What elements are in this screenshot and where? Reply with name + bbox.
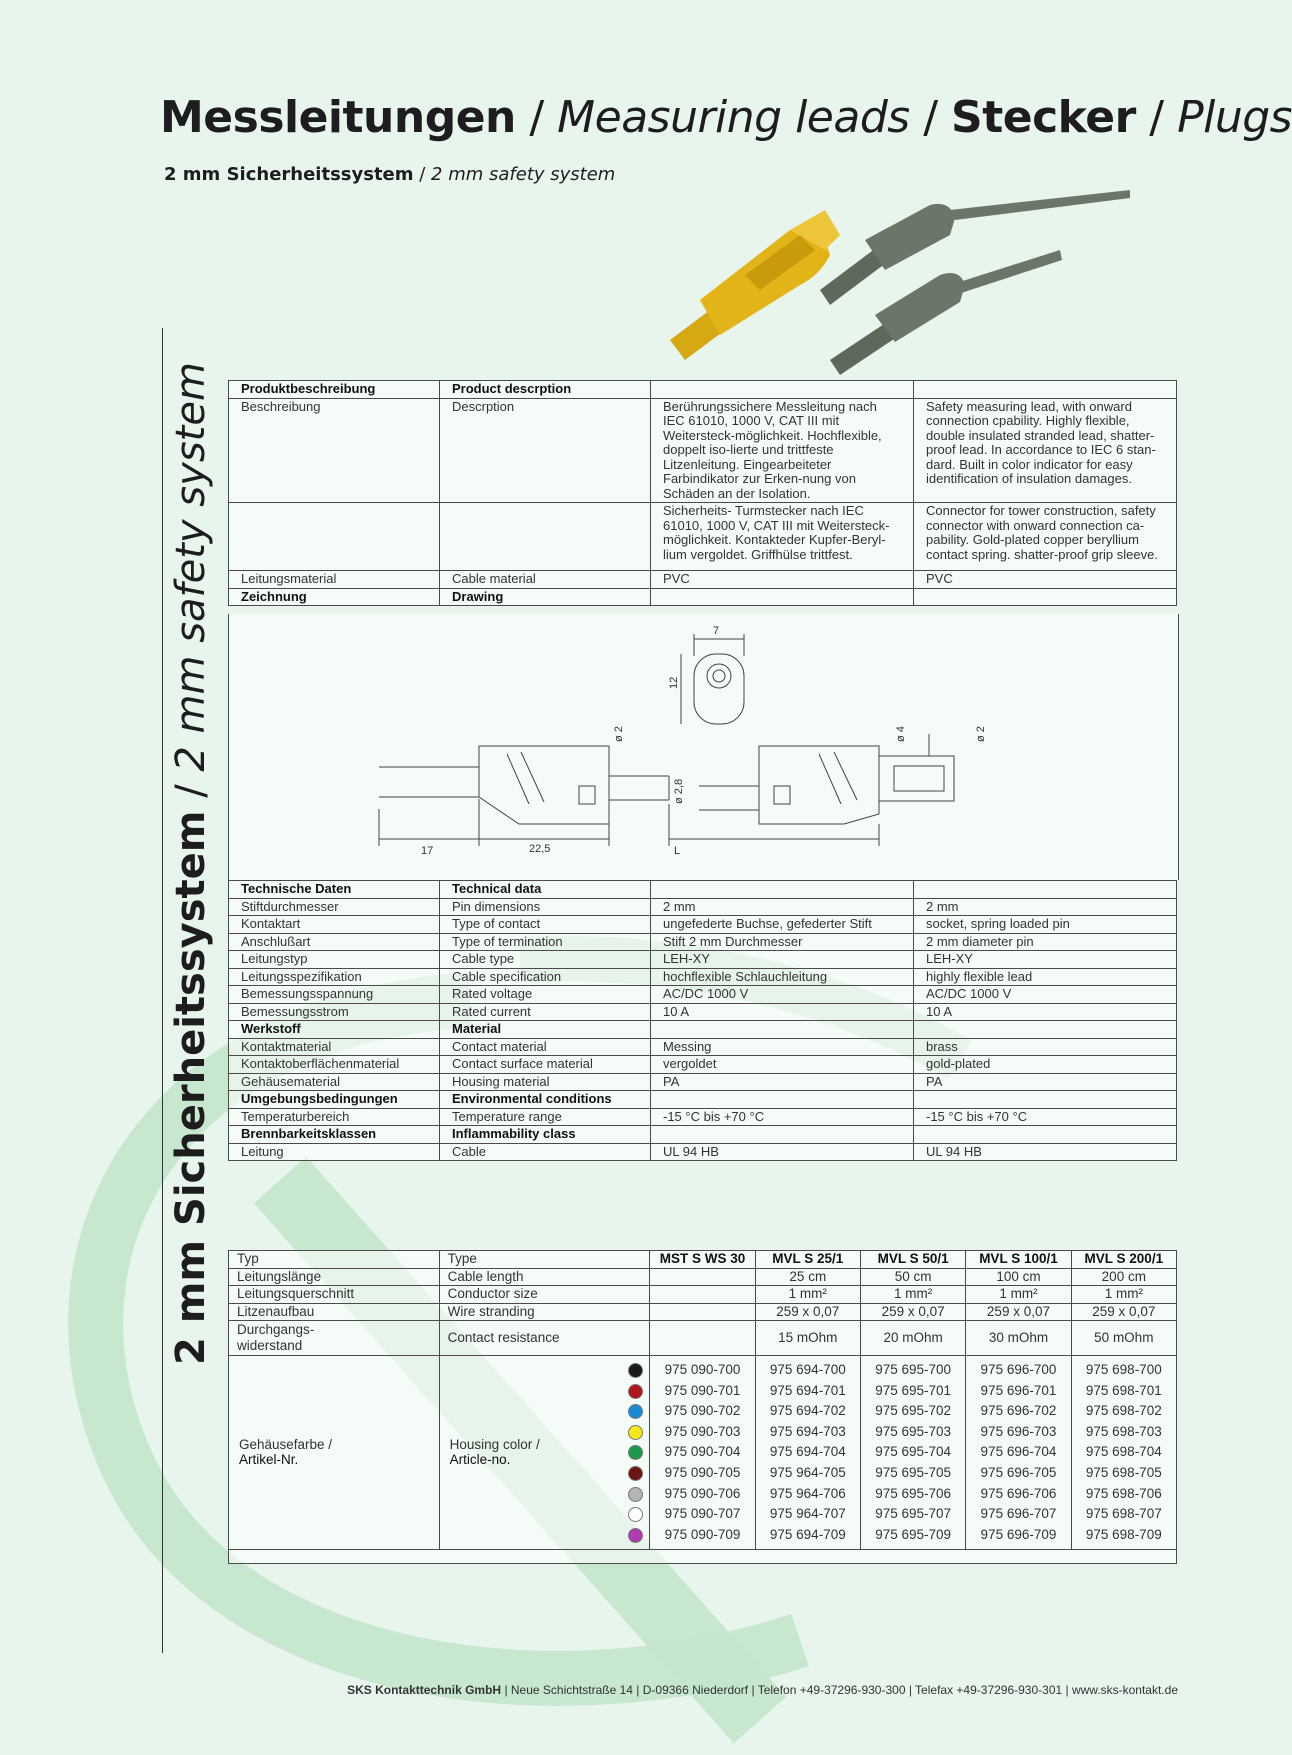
- value-cell: 2 mm: [914, 898, 1177, 916]
- label-cell: Contact material: [440, 1038, 651, 1056]
- table-row: [229, 881, 1177, 899]
- label-cell: Kontaktmaterial: [229, 1038, 440, 1056]
- label-cell: Cable material: [440, 571, 651, 589]
- article-number: 975 090-706: [664, 1485, 741, 1501]
- value-cell: -15 °C bis +70 °C: [651, 1108, 914, 1126]
- value-cell: [650, 1321, 755, 1356]
- technical-data-table: [228, 880, 1177, 1161]
- value-cell: 259 x 0,07: [755, 1303, 860, 1321]
- value-cell: 30 mOhm: [966, 1321, 1071, 1356]
- table-row: [229, 1073, 1177, 1091]
- value-cell: 20 mOhm: [860, 1321, 965, 1356]
- color-dot: [628, 1404, 643, 1419]
- article-number: 975 090-709: [664, 1526, 741, 1542]
- color-dot: [628, 1384, 643, 1399]
- dim-L: L: [674, 845, 681, 857]
- label-cell: Anschlußart: [229, 933, 440, 951]
- color-label-en: Housing color /: [449, 1437, 540, 1453]
- label-cell: Technical data: [440, 881, 651, 899]
- value-cell: Safety measuring lead, with onward connection cpability. Highly flexible, double insulated stranded lead, shatter-proof lead. In accordance to IEC 6 stan-dard. Built in color indicator for easy identification of insulation damages.: [914, 398, 1177, 503]
- value-cell: 50 mOhm: [1071, 1321, 1176, 1356]
- model-header: MVL S 200/1: [1071, 1251, 1176, 1269]
- table-row: [229, 1550, 1177, 1564]
- grey-plug-image: [820, 190, 1130, 375]
- label-cell: Type of contact: [440, 916, 651, 934]
- value-cell: LEH-XY: [651, 951, 914, 969]
- value-cell: 200 cm: [1071, 1268, 1176, 1286]
- table-row: [229, 1056, 1177, 1074]
- dim-socket-2: ø 2: [975, 726, 987, 742]
- article-table: [228, 1250, 1177, 1564]
- value-cell: 25 cm: [755, 1268, 860, 1286]
- value-cell: [914, 1091, 1177, 1109]
- empty-cell: [651, 588, 914, 606]
- value-cell: [651, 1126, 914, 1144]
- dim-2-8: ø 2,8: [673, 778, 685, 804]
- label-cell: Leitungsquerschnitt: [229, 1286, 440, 1304]
- article-number: 975 090-703: [664, 1423, 741, 1439]
- value-cell: 50 cm: [860, 1268, 965, 1286]
- label-cell: Inflammability class: [440, 1126, 651, 1144]
- value-cell: Sicherheits- Turmstecker nach IEC 61010, 1000 V, CAT III mit Weitersteck-möglichkeit. Kontakteder Kupfer-Beryl-lium vergoldet. Griffhülse trittfest.: [651, 503, 914, 571]
- label-cell: Material: [440, 1021, 651, 1039]
- label-cell: Rated current: [440, 1003, 651, 1021]
- table-row: [229, 503, 1177, 571]
- value-cell: 2 mm diameter pin: [914, 933, 1177, 951]
- article-column: [1071, 1356, 1176, 1550]
- value-cell: [651, 1091, 914, 1109]
- value-cell: 100 cm: [966, 1268, 1071, 1286]
- article-number: 975 696-709: [980, 1526, 1057, 1542]
- value-cell: PVC: [914, 571, 1177, 589]
- article-number: 975 695-706: [875, 1485, 952, 1501]
- table-row: [229, 1091, 1177, 1109]
- label-cell: Umgebungsbedingungen: [229, 1091, 440, 1109]
- table-row: [229, 898, 1177, 916]
- label-cell: Durchgangs- widerstand: [229, 1321, 440, 1356]
- table-row: [229, 1003, 1177, 1021]
- article-number: 975 964-705: [769, 1464, 846, 1480]
- value-cell: [650, 1303, 755, 1321]
- article-number: 975 698-705: [1085, 1464, 1162, 1480]
- value-cell: 259 x 0,07: [860, 1303, 965, 1321]
- dim-7: 7: [713, 625, 720, 637]
- label-cell: [439, 1356, 650, 1550]
- color-swatches: [628, 1360, 643, 1545]
- table-row: [229, 951, 1177, 969]
- value-cell: LEH-XY: [914, 951, 1177, 969]
- empty-cell: [229, 1550, 1177, 1564]
- label-cell: Cable type: [440, 951, 651, 969]
- technical-drawing: [228, 614, 1179, 880]
- footer-company: SKS Kontakttechnik GmbH: [347, 1683, 502, 1697]
- label-cell: [229, 1356, 440, 1550]
- dim-4: ø 4: [895, 726, 907, 742]
- header-cell: Drawing: [440, 588, 651, 606]
- value-cell: PVC: [651, 571, 914, 589]
- model-header: MVL S 50/1: [860, 1251, 965, 1269]
- article-label-de: Artikel-Nr.: [239, 1451, 299, 1467]
- value-cell: gold-plated: [914, 1056, 1177, 1074]
- label-cell: Gehäusematerial: [229, 1073, 440, 1091]
- value-cell: 1 mm²: [1071, 1286, 1176, 1304]
- article-number: 975 695-701: [875, 1382, 952, 1398]
- label-cell: Temperaturbereich: [229, 1108, 440, 1126]
- footer-address: | Neue Schichtstraße 14 | D-09366 Niederdorf | Telefon +49-37296-930-300 | Telefax +49-37296-930-301 | www.sks-kontakt.de: [501, 1683, 1178, 1697]
- label-cell: Leitungslänge: [229, 1268, 440, 1286]
- value-cell: 15 mOhm: [755, 1321, 860, 1356]
- empty-cell: [914, 588, 1177, 606]
- article-number: 975 696-703: [980, 1423, 1057, 1439]
- value-cell: 10 A: [651, 1003, 914, 1021]
- label-cell: Type: [439, 1251, 650, 1269]
- article-number: 975 698-703: [1085, 1423, 1162, 1439]
- article-number: 975 694-700: [769, 1362, 846, 1377]
- article-number: 975 695-709: [875, 1526, 952, 1542]
- article-number: 975 964-706: [769, 1485, 846, 1501]
- article-number: 975 694-704: [769, 1444, 846, 1460]
- article-number: 975 695-700: [875, 1362, 952, 1377]
- side-divider: [162, 328, 163, 1653]
- label-cell: Werkstoff: [229, 1021, 440, 1039]
- table-row: [229, 1126, 1177, 1144]
- header-cell: Produktbeschreibung: [229, 381, 440, 399]
- table-row: [229, 1021, 1177, 1039]
- article-number: 975 696-707: [980, 1506, 1057, 1522]
- article-number: 975 694-709: [769, 1526, 846, 1542]
- label-cell: Beschreibung: [229, 398, 440, 503]
- label-cell: Pin dimensions: [440, 898, 651, 916]
- yellow-plug-image: [670, 210, 840, 360]
- article-column: [860, 1356, 965, 1550]
- value-cell: Connector for tower construction, safety connector with onward connection ca-pability. Gold-plated copper beryllium contact spring. shatter-proof grip sleeve.: [914, 503, 1177, 571]
- value-cell: Messing: [651, 1038, 914, 1056]
- label-cell: Leitungsmaterial: [229, 571, 440, 589]
- article-number: 975 696-705: [980, 1464, 1057, 1480]
- value-cell: [914, 881, 1177, 899]
- table-row: [229, 1038, 1177, 1056]
- article-number: 975 696-701: [980, 1382, 1057, 1398]
- article-number: 975 694-701: [769, 1382, 846, 1398]
- label-cell: Leitung: [229, 1143, 440, 1161]
- label-cell: Wire stranding: [439, 1303, 650, 1321]
- label-cell: Contact surface material: [440, 1056, 651, 1074]
- value-cell: socket, spring loaded pin: [914, 916, 1177, 934]
- value-cell: highly flexible lead: [914, 968, 1177, 986]
- empty-cell: [440, 503, 651, 571]
- empty-cell: [651, 381, 914, 399]
- color-dot: [628, 1487, 643, 1502]
- article-number: 975 698-704: [1085, 1444, 1162, 1460]
- article-number: 975 698-701: [1085, 1382, 1162, 1398]
- article-number: 975 695-703: [875, 1423, 952, 1439]
- value-cell: 1 mm²: [860, 1286, 965, 1304]
- side-label: 2 mm Sicherheitssystem / 2 mm safety system: [168, 362, 214, 1365]
- description-table: [228, 380, 1177, 606]
- value-cell: Stift 2 mm Durchmesser: [651, 933, 914, 951]
- value-cell: 1 mm²: [966, 1286, 1071, 1304]
- value-cell: [650, 1268, 755, 1286]
- model-header: MVL S 100/1: [966, 1251, 1071, 1269]
- article-column: [755, 1356, 860, 1550]
- article-number: 975 695-702: [875, 1403, 952, 1419]
- value-cell: hochflexible Schlauchleitung: [651, 968, 914, 986]
- article-number: 975 694-703: [769, 1423, 846, 1439]
- model-header: MST S WS 30: [650, 1251, 755, 1269]
- table-row: [229, 1108, 1177, 1126]
- label-cell: Contact resistance: [439, 1321, 650, 1356]
- value-cell: vergoldet: [651, 1056, 914, 1074]
- table-row: [229, 1356, 1177, 1550]
- label-cell: Technische Daten: [229, 881, 440, 899]
- label-cell: Kontaktoberflächenmaterial: [229, 1056, 440, 1074]
- article-number: 975 698-700: [1085, 1362, 1162, 1377]
- label-cell: Bemessungsstrom: [229, 1003, 440, 1021]
- article-number: 975 695-704: [875, 1444, 952, 1460]
- empty-cell: [229, 503, 440, 571]
- dim-12: 12: [668, 676, 680, 689]
- table-row: [229, 1251, 1177, 1269]
- label-cell: Leitungsspezifikation: [229, 968, 440, 986]
- dim-17: 17: [421, 845, 434, 857]
- value-cell: 1 mm²: [755, 1286, 860, 1304]
- label-cell: Kontaktart: [229, 916, 440, 934]
- dim-22-5: 22,5: [529, 843, 551, 855]
- label-cell: Descrption: [440, 398, 651, 503]
- table-row: [229, 986, 1177, 1004]
- table-row: [229, 968, 1177, 986]
- label-cell: Cable length: [439, 1268, 650, 1286]
- article-number: 975 696-706: [980, 1485, 1057, 1501]
- empty-cell: [914, 381, 1177, 399]
- value-cell: [914, 1021, 1177, 1039]
- article-column: [650, 1356, 755, 1550]
- page-title: Messleitungen / Measuring leads / Stecker / Plugs: [160, 92, 1292, 143]
- value-cell: 10 A: [914, 1003, 1177, 1021]
- table-row: [229, 1268, 1177, 1286]
- value-cell: [651, 881, 914, 899]
- label-cell: Temperature range: [440, 1108, 651, 1126]
- article-number: 975 090-701: [664, 1382, 741, 1398]
- article-number: 975 698-702: [1085, 1403, 1162, 1419]
- label-cell: Conductor size: [439, 1286, 650, 1304]
- article-number: 975 695-705: [875, 1464, 952, 1480]
- label-cell: Cable specification: [440, 968, 651, 986]
- value-cell: [650, 1286, 755, 1304]
- color-dot: [628, 1466, 643, 1481]
- table-row: [229, 398, 1177, 503]
- article-number: 975 090-700: [664, 1362, 741, 1377]
- article-number: 975 090-702: [664, 1403, 741, 1419]
- header-cell: Product descrption: [440, 381, 651, 399]
- value-cell: [914, 1126, 1177, 1144]
- value-cell: ungefederte Buchse, gefederter Stift: [651, 916, 914, 934]
- value-cell: PA: [914, 1073, 1177, 1091]
- article-label-en: Article-no.: [449, 1451, 511, 1467]
- value-cell: AC/DC 1000 V: [914, 986, 1177, 1004]
- table-row: [229, 916, 1177, 934]
- value-cell: 2 mm: [651, 898, 914, 916]
- value-cell: brass: [914, 1038, 1177, 1056]
- label-cell: Litzenaufbau: [229, 1303, 440, 1321]
- product-photo: [650, 190, 1130, 380]
- color-dot: [628, 1425, 643, 1440]
- label-cell: Rated voltage: [440, 986, 651, 1004]
- table-row: [229, 933, 1177, 951]
- value-cell: PA: [651, 1073, 914, 1091]
- color-dot: [628, 1528, 643, 1543]
- value-cell: Berührungssichere Messleitung nach IEC 61010, 1000 V, CAT III mit Weitersteck-möglichkeit. Hochflexible, doppelt iso-lierte und trittfeste Litzenleitung. Eingearbeiteter Farbindikator zur Erken-nung von Schäden an der Isolation.: [651, 398, 914, 503]
- label-cell: Cable: [440, 1143, 651, 1161]
- label-cell: Housing material: [440, 1073, 651, 1091]
- value-cell: -15 °C bis +70 °C: [914, 1108, 1177, 1126]
- article-number: 975 964-707: [769, 1506, 846, 1522]
- table-row: [229, 381, 1177, 399]
- label-cell: Typ: [229, 1251, 440, 1269]
- article-number: 975 698-706: [1085, 1485, 1162, 1501]
- article-number: 975 696-704: [980, 1444, 1057, 1460]
- table-row: [229, 571, 1177, 589]
- table-row: [229, 1303, 1177, 1321]
- article-number: 975 695-707: [875, 1506, 952, 1522]
- article-number: 975 698-707: [1085, 1506, 1162, 1522]
- article-number: 975 696-700: [980, 1362, 1057, 1377]
- value-cell: UL 94 HB: [914, 1143, 1177, 1161]
- value-cell: 259 x 0,07: [1071, 1303, 1176, 1321]
- label-cell: Leitungstyp: [229, 951, 440, 969]
- article-number: 975 090-707: [664, 1506, 741, 1522]
- footer: [0, 1683, 1178, 1697]
- page-subtitle: 2 mm Sicherheitssystem / 2 mm safety system: [164, 164, 616, 185]
- label-cell: Bemessungsspannung: [229, 986, 440, 1004]
- color-dot: [628, 1507, 643, 1522]
- table-row: [229, 588, 1177, 606]
- article-number: 975 090-704: [664, 1444, 741, 1460]
- value-cell: [651, 1021, 914, 1039]
- article-number: 975 694-702: [769, 1403, 846, 1419]
- label-cell: Brennbarkeitsklassen: [229, 1126, 440, 1144]
- article-column: [966, 1356, 1071, 1550]
- label-cell: Environmental conditions: [440, 1091, 651, 1109]
- dim-pin-2: ø 2: [613, 726, 625, 742]
- label-cell: Stiftdurchmesser: [229, 898, 440, 916]
- table-row: [229, 1286, 1177, 1304]
- label-cell: Type of termination: [440, 933, 651, 951]
- color-dot: [628, 1445, 643, 1460]
- table-row: [229, 1143, 1177, 1161]
- model-header: MVL S 25/1: [755, 1251, 860, 1269]
- value-cell: 259 x 0,07: [966, 1303, 1071, 1321]
- color-label-de: Gehäusefarbe /: [239, 1437, 333, 1453]
- header-cell: Zeichnung: [229, 588, 440, 606]
- color-dot: [628, 1363, 643, 1378]
- article-number: 975 698-709: [1085, 1526, 1162, 1542]
- article-number: 975 090-705: [664, 1464, 741, 1480]
- table-row: [229, 1321, 1177, 1356]
- value-cell: UL 94 HB: [651, 1143, 914, 1161]
- value-cell: AC/DC 1000 V: [651, 986, 914, 1004]
- article-number: 975 696-702: [980, 1403, 1057, 1419]
